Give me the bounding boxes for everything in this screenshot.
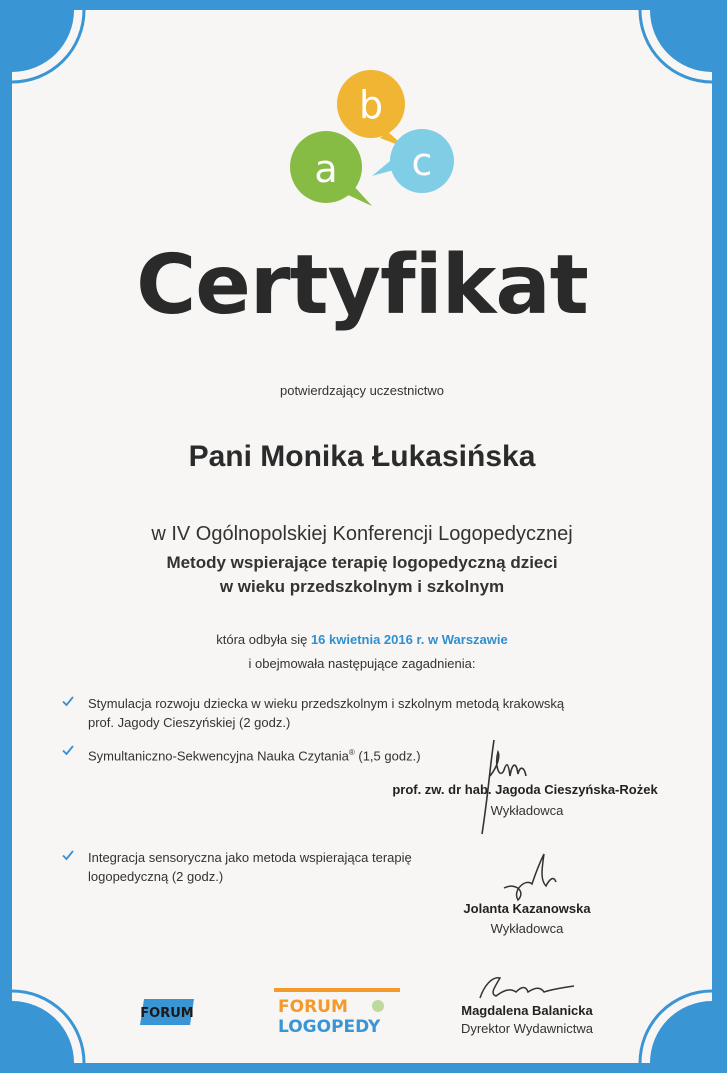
topic-line-2: w wieku przedszkolnym i szkolnym xyxy=(219,577,505,596)
certificate-subtitle: potwierdzający uczestnictwo xyxy=(279,383,445,398)
check-icon xyxy=(62,695,74,707)
bubble-c-letter: c xyxy=(411,140,433,184)
corner-decoration-top-left xyxy=(12,10,102,100)
certificate-page xyxy=(12,10,712,1063)
bubble-a-letter: a xyxy=(314,147,338,191)
signatory-name: Jolanta Kazanowska xyxy=(463,901,591,916)
topic-item-line-2: prof. Jagody Cieszyńskiej (2 godz.) xyxy=(88,715,291,730)
conference-name: w IV Ogólnopolskiej Konferencji Logopedycznej xyxy=(151,523,573,545)
conference-topic xyxy=(12,551,712,599)
certificate-title: Certyfikat xyxy=(136,238,588,333)
topic-item-text: Symultaniczno-Sekwencyjna Nauka Czytania® (1,5 godz.) xyxy=(88,748,421,764)
topic-item xyxy=(62,694,564,732)
bubble-b xyxy=(337,70,406,148)
held-date-place: 16 kwietnia 2016 r. w Warszawie xyxy=(310,632,508,647)
topics-intro: i obejmowała następujące zagadnienia: xyxy=(248,656,476,671)
topic-item-line-1: Stymulacja rozwoju dziecka w wieku przedszkolnym i szkolnym metodą krakowską xyxy=(88,696,565,711)
signatory-name: prof. zw. dr hab. Jagoda Cieszyńska-Rożek xyxy=(392,782,658,797)
bubble-b-letter: b xyxy=(358,83,384,127)
check-icon xyxy=(62,849,74,861)
topic-item xyxy=(62,848,412,886)
bubble-a xyxy=(290,131,372,206)
check-icon xyxy=(62,744,74,756)
forum-logopedy-line-2: LOGOPEDY xyxy=(278,1017,381,1036)
forum-logopedy-logo xyxy=(274,988,400,1036)
conference-date-place xyxy=(12,632,712,647)
signature-balanicka xyxy=(470,968,580,1008)
signatory-role: Wykładowca xyxy=(490,921,564,936)
forum-logo-text: FORUM xyxy=(140,1006,194,1021)
forum-logo xyxy=(138,997,198,1027)
forum-logopedy-line-1: FORUM xyxy=(278,997,348,1017)
signatory-name: Magdalena Balanicka xyxy=(461,1003,593,1018)
topic-item xyxy=(62,743,421,765)
abc-bubbles-logo xyxy=(288,66,458,216)
corner-decoration-bottom-left xyxy=(12,973,102,1063)
signature-kazanowska xyxy=(496,848,566,906)
signatory-role: Wykładowca xyxy=(490,803,564,818)
held-prefix: która odbyła się xyxy=(216,632,311,647)
topic-item-line-2: logopedyczną (2 godz.) xyxy=(88,869,224,884)
topic-line-1: Metody wspierające terapię logopedyczną dzieci xyxy=(166,553,558,572)
signatory-role: Dyrektor Wydawnictwa xyxy=(460,1021,594,1036)
topic-item-line-1: Integracja sensoryczna jako metoda wspierająca terapię xyxy=(88,850,412,865)
corner-decoration-bottom-right xyxy=(622,973,712,1063)
recipient-name: Pani Monika Łukasińska xyxy=(188,440,536,473)
corner-decoration-top-right xyxy=(622,10,712,100)
